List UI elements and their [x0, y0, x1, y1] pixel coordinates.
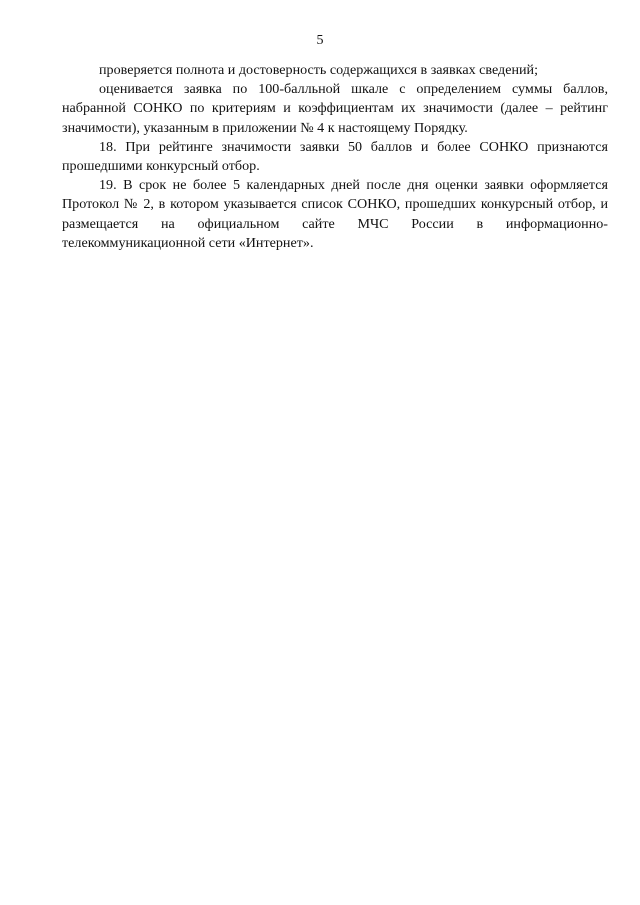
paragraph-19: 19. В срок не более 5 календарных дней после дня оценки заявки оформляется Протокол № 2, в котором указывается список СОНКО, прошедших конкурсный отбор, и размещается на официальном сайте МЧС России в информационно-телекоммуникационной сети «Интернет». — [62, 177, 608, 251]
paragraph-scoring: оценивается заявка по 100-балльной шкале с определением суммы баллов, набранной СОНКО по критериям и коэффициентам их значимости (далее – рейтинг значимости), указанным в приложении № 4 к настоящему Порядку. — [62, 81, 608, 136]
paragraph-18: 18. При рейтинге значимости заявки 50 баллов и более СОНКО признаются прошедшими конкурсный отбор. — [62, 138, 608, 175]
document-body — [62, 61, 608, 253]
paragraph-completeness-check: проверяется полнота и достоверность содержащихся в заявках сведений; — [99, 62, 539, 78]
page-number: 5 — [316, 33, 324, 48]
